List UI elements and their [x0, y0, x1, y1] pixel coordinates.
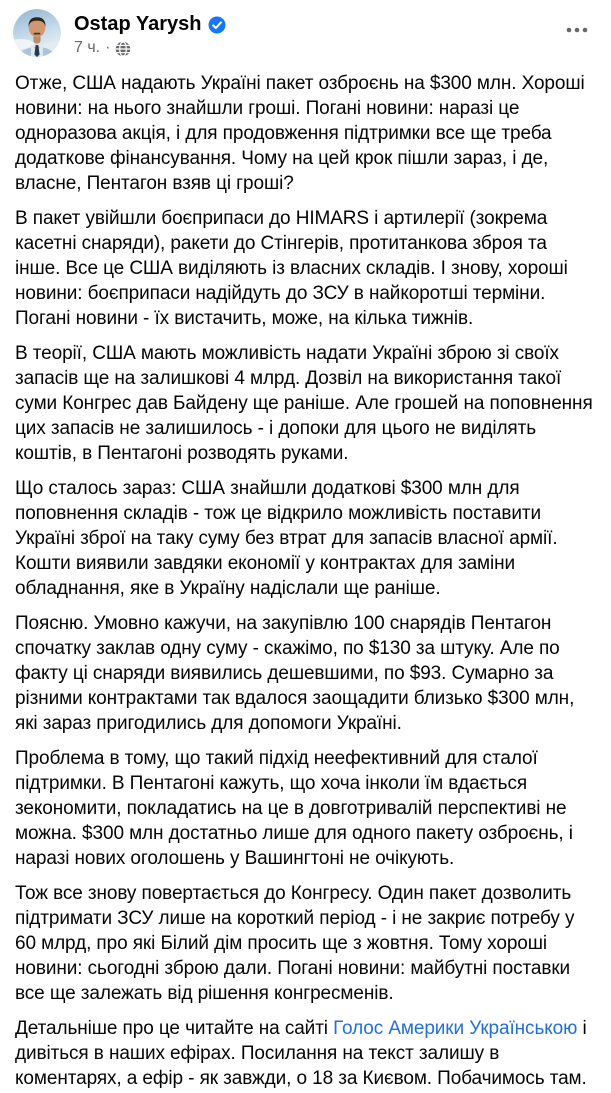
- post-paragraph: Проблема в тому, що такий підхід неефективний для сталої підтримки. В Пентагоні кажуть, що хоча інколи їм вдається зекономити, покладатись на це в довготривалій перспективі не можна. $300 млн достатньо лише для одного пакету озброєнь, і наразі нових оголошень у Вашингтоні не очікують.: [15, 748, 573, 869]
- verified-badge-icon: [208, 16, 226, 34]
- post-body: [0, 58, 611, 1091]
- avatar[interactable]: [13, 9, 61, 57]
- voa-ukrainian-link[interactable]: Голос Америки Українською: [333, 1018, 578, 1039]
- more-options-button[interactable]: [557, 19, 597, 41]
- post-subline: [74, 38, 226, 58]
- post-paragraph: Поясню. Умовно кажучи, на закупівлю 100 снарядів Пентагон спочатку заклав одну суму - скажімо, по $130 за штуку. Але по факту ці снаряди виявились дешевшими, по $93. Сумарно за різними контрактами так вдалося заощадити близько $300 млн, які зараз пригодились для допомоги Україні.: [15, 613, 575, 734]
- ellipsis-icon: [565, 25, 589, 35]
- post-paragraph: В теорії, США мають можливість надати Україні зброю зі своїх запасів ще на залишкові 4 млрд. Дозвіл на використання такої суми Конгрес дав Байдену ще раніше. Але грошей на поповнення цих запасів не залишилось - і допоки для цього не виділять коштів, в Пентагоні розводять руками.: [15, 343, 593, 464]
- post-paragraph: Отже, США надають Україні пакет озброєнь на $300 млн. Хороші новини: на нього знайшли гроші. Погані новини: наразі це одноразова акція, і для продовження підтримки все ще треба додаткове фінансування. Чому на цей крок пішли зараз, і де, власне, Пентагон взяв ці гроші?: [15, 73, 585, 194]
- author-name[interactable]: Ostap Yarysh: [74, 13, 202, 35]
- author-row: [74, 12, 226, 36]
- header-meta: [74, 9, 226, 58]
- post-paragraph: Що сталось зараз: США знайшли додаткові $300 млн для поповнення складів - тож це відкрило можливість поставити Україні зброї на таку суму без втрат для запасів власної армії. Кошти виявили завдяки економії у контрактах для заміни обладнання, яке в Україну надіслали ще раніше.: [15, 478, 558, 599]
- separator-dot: ·: [105, 39, 111, 56]
- timestamp[interactable]: 7 ч.: [74, 39, 101, 56]
- post-paragraph: Тож все знову повертається до Конгресу. Один пакет дозволить підтримати ЗСУ лише на короткий період - і не закриє потребу у 60 млрд, про які Білий дім просить ще з жовтня. Тому хороші новини: сьогодні зброю дали. Погані новини: майбутні поставки все ще залежать від рішення конгресменів.: [15, 883, 575, 1004]
- avatar-portrait-icon: [13, 9, 61, 57]
- post-paragraph: В пакет увійшли боєприпаси до HIMARS і артилерії (зокрема касетні снаряди), ракети до Стінгерів, протитанкова зброя та інше. Все це США виділяють із власних складів. І знову, хороші новини: боєприпаси надійдуть до ЗСУ в найкоротші терміни. Погані новини - їх вистачить, може, на кілька тижнів.: [15, 208, 568, 329]
- final-text-before: Детальніше про це читайте на сайті: [15, 1018, 334, 1039]
- post-paragraph-final: [15, 1016, 596, 1091]
- globe-icon: [115, 41, 131, 57]
- final-text-after: і дивіться в наших ефірах. Посилання на текст залишу в коментарях, а ефір - як завжди, о 18 за Києвом. Побачимось там.: [15, 1018, 587, 1089]
- post-header: [0, 0, 611, 58]
